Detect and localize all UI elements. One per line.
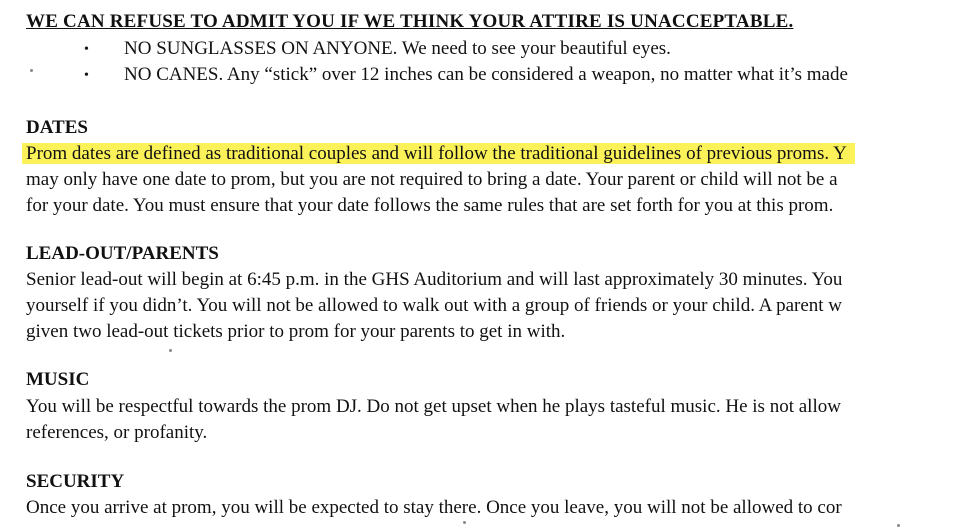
dates-line-3: for your date. You must ensure that your date follows the same rules that are set forth for you at this prom. (26, 195, 834, 216)
lead-out-line-2: yourself if you didn’t. You will not be allowed to walk out with a group of friends or your child. A parent w (26, 295, 843, 316)
bullet-marker: • (84, 68, 89, 83)
security-line-1: Once you arrive at prom, you will be expected to stay there. Once you leave, you will not be allowed to cor (26, 497, 842, 518)
attire-warning: WE CAN REFUSE TO ADMIT YOU IF WE THINK YOUR ATTIRE IS UNACCEPTABLE. (26, 11, 794, 32)
music-line-1: You will be respectful towards the prom DJ. Do not get upset when he plays tasteful music. He is not allow (26, 396, 841, 417)
section-heading-security: SECURITY (26, 471, 125, 492)
scan-speck (30, 69, 33, 72)
section-heading-dates: DATES (26, 117, 88, 138)
dates-line-2: may only have one date to prom, but you are not required to bring a date. Your parent or child will not be a (26, 169, 838, 190)
bullet-marker: • (84, 42, 89, 57)
section-heading-lead-out: LEAD-OUT/PARENTS (26, 243, 219, 264)
section-heading-music: MUSIC (26, 369, 90, 390)
attire-bullet-sunglasses: NO SUNGLASSES ON ANYONE. We need to see your beautiful eyes. (124, 38, 671, 59)
music-line-2: references, or profanity. (26, 422, 208, 443)
scan-speck (897, 524, 900, 527)
scan-speck (169, 349, 172, 352)
lead-out-line-1: Senior lead-out will begin at 6:45 p.m. in the GHS Auditorium and will last approximately 30 minutes. You (26, 269, 843, 290)
attire-bullet-canes: NO CANES. Any “stick” over 12 inches can be considered a weapon, no matter what it’s made (124, 64, 848, 85)
scan-speck (463, 521, 466, 524)
highlighted-text: Prom dates are defined as traditional couples and will follow the traditional guidelines of previous proms. Y (22, 143, 855, 164)
dates-line-1 (26, 141, 855, 167)
lead-out-line-3: given two lead-out tickets prior to prom for your parents to get in with. (26, 321, 566, 342)
